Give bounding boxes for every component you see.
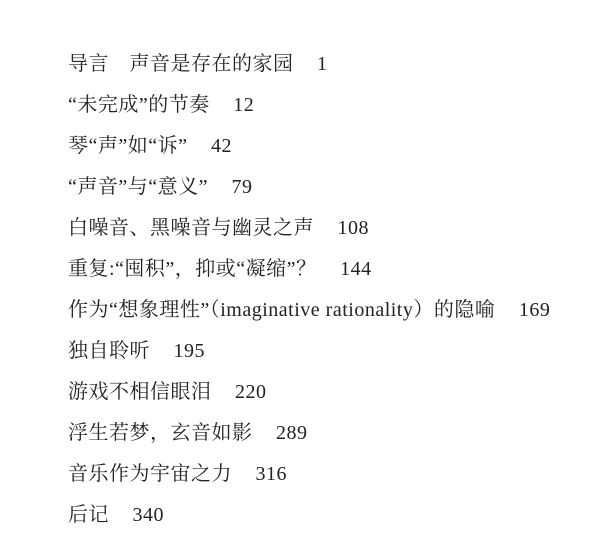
toc-entry (68, 331, 590, 372)
toc-entry-page-number: 195 (173, 340, 205, 362)
toc-entry (68, 167, 590, 208)
toc-entry-page-number: 289 (276, 422, 308, 444)
toc-entry-title: 浮生若梦，玄音如影 (68, 422, 253, 444)
toc-entry-page-number: 79 (231, 176, 253, 198)
toc-entry-title: 琴“声”如“诉” (68, 135, 188, 157)
toc-entry-page-number: 42 (211, 135, 233, 157)
toc-entry-title: 白噪音、黑噪音与幽灵之声 (68, 217, 314, 239)
toc-entry (68, 372, 590, 413)
toc-list (68, 44, 590, 536)
toc-entry-page-number: 144 (340, 258, 372, 280)
toc-entry (68, 454, 590, 495)
toc-entry-title: 游戏不相信眼泪 (68, 381, 212, 403)
toc-entry-title: 作为“想象理性”（imaginative rationality）的隐喻 (68, 299, 496, 321)
toc-entry (68, 44, 590, 85)
toc-entry-page-number: 340 (132, 504, 164, 526)
toc-entry-title: 导言 声音是存在的家园 (68, 53, 294, 75)
toc-entry (68, 249, 590, 290)
toc-entry-title: 后记 (68, 504, 109, 526)
toc-entry-title: “未完成”的节奏 (68, 94, 210, 116)
toc-entry-page-number: 12 (233, 94, 255, 116)
toc-entry-page-number: 316 (255, 463, 287, 485)
toc-entry-page-number: 1 (317, 53, 328, 75)
toc-entry-page-number: 169 (518, 299, 551, 321)
toc-entry (68, 85, 590, 126)
toc-entry-title: 音乐作为宇宙之力 (68, 463, 232, 485)
toc-entry (68, 495, 590, 536)
toc-entry-title: 重复:“囤积”，抑或“凝缩”？ (68, 258, 317, 280)
toc-entry (68, 413, 590, 454)
toc-entry-title: “声音”与“意义” (68, 176, 209, 198)
toc-entry-title: 独自聆听 (68, 340, 150, 362)
toc-entry-page-number: 220 (235, 381, 267, 403)
toc-entry (68, 126, 590, 167)
toc-entry (68, 290, 590, 331)
toc-entry-page-number: 108 (337, 217, 369, 239)
toc-entry (68, 208, 590, 249)
